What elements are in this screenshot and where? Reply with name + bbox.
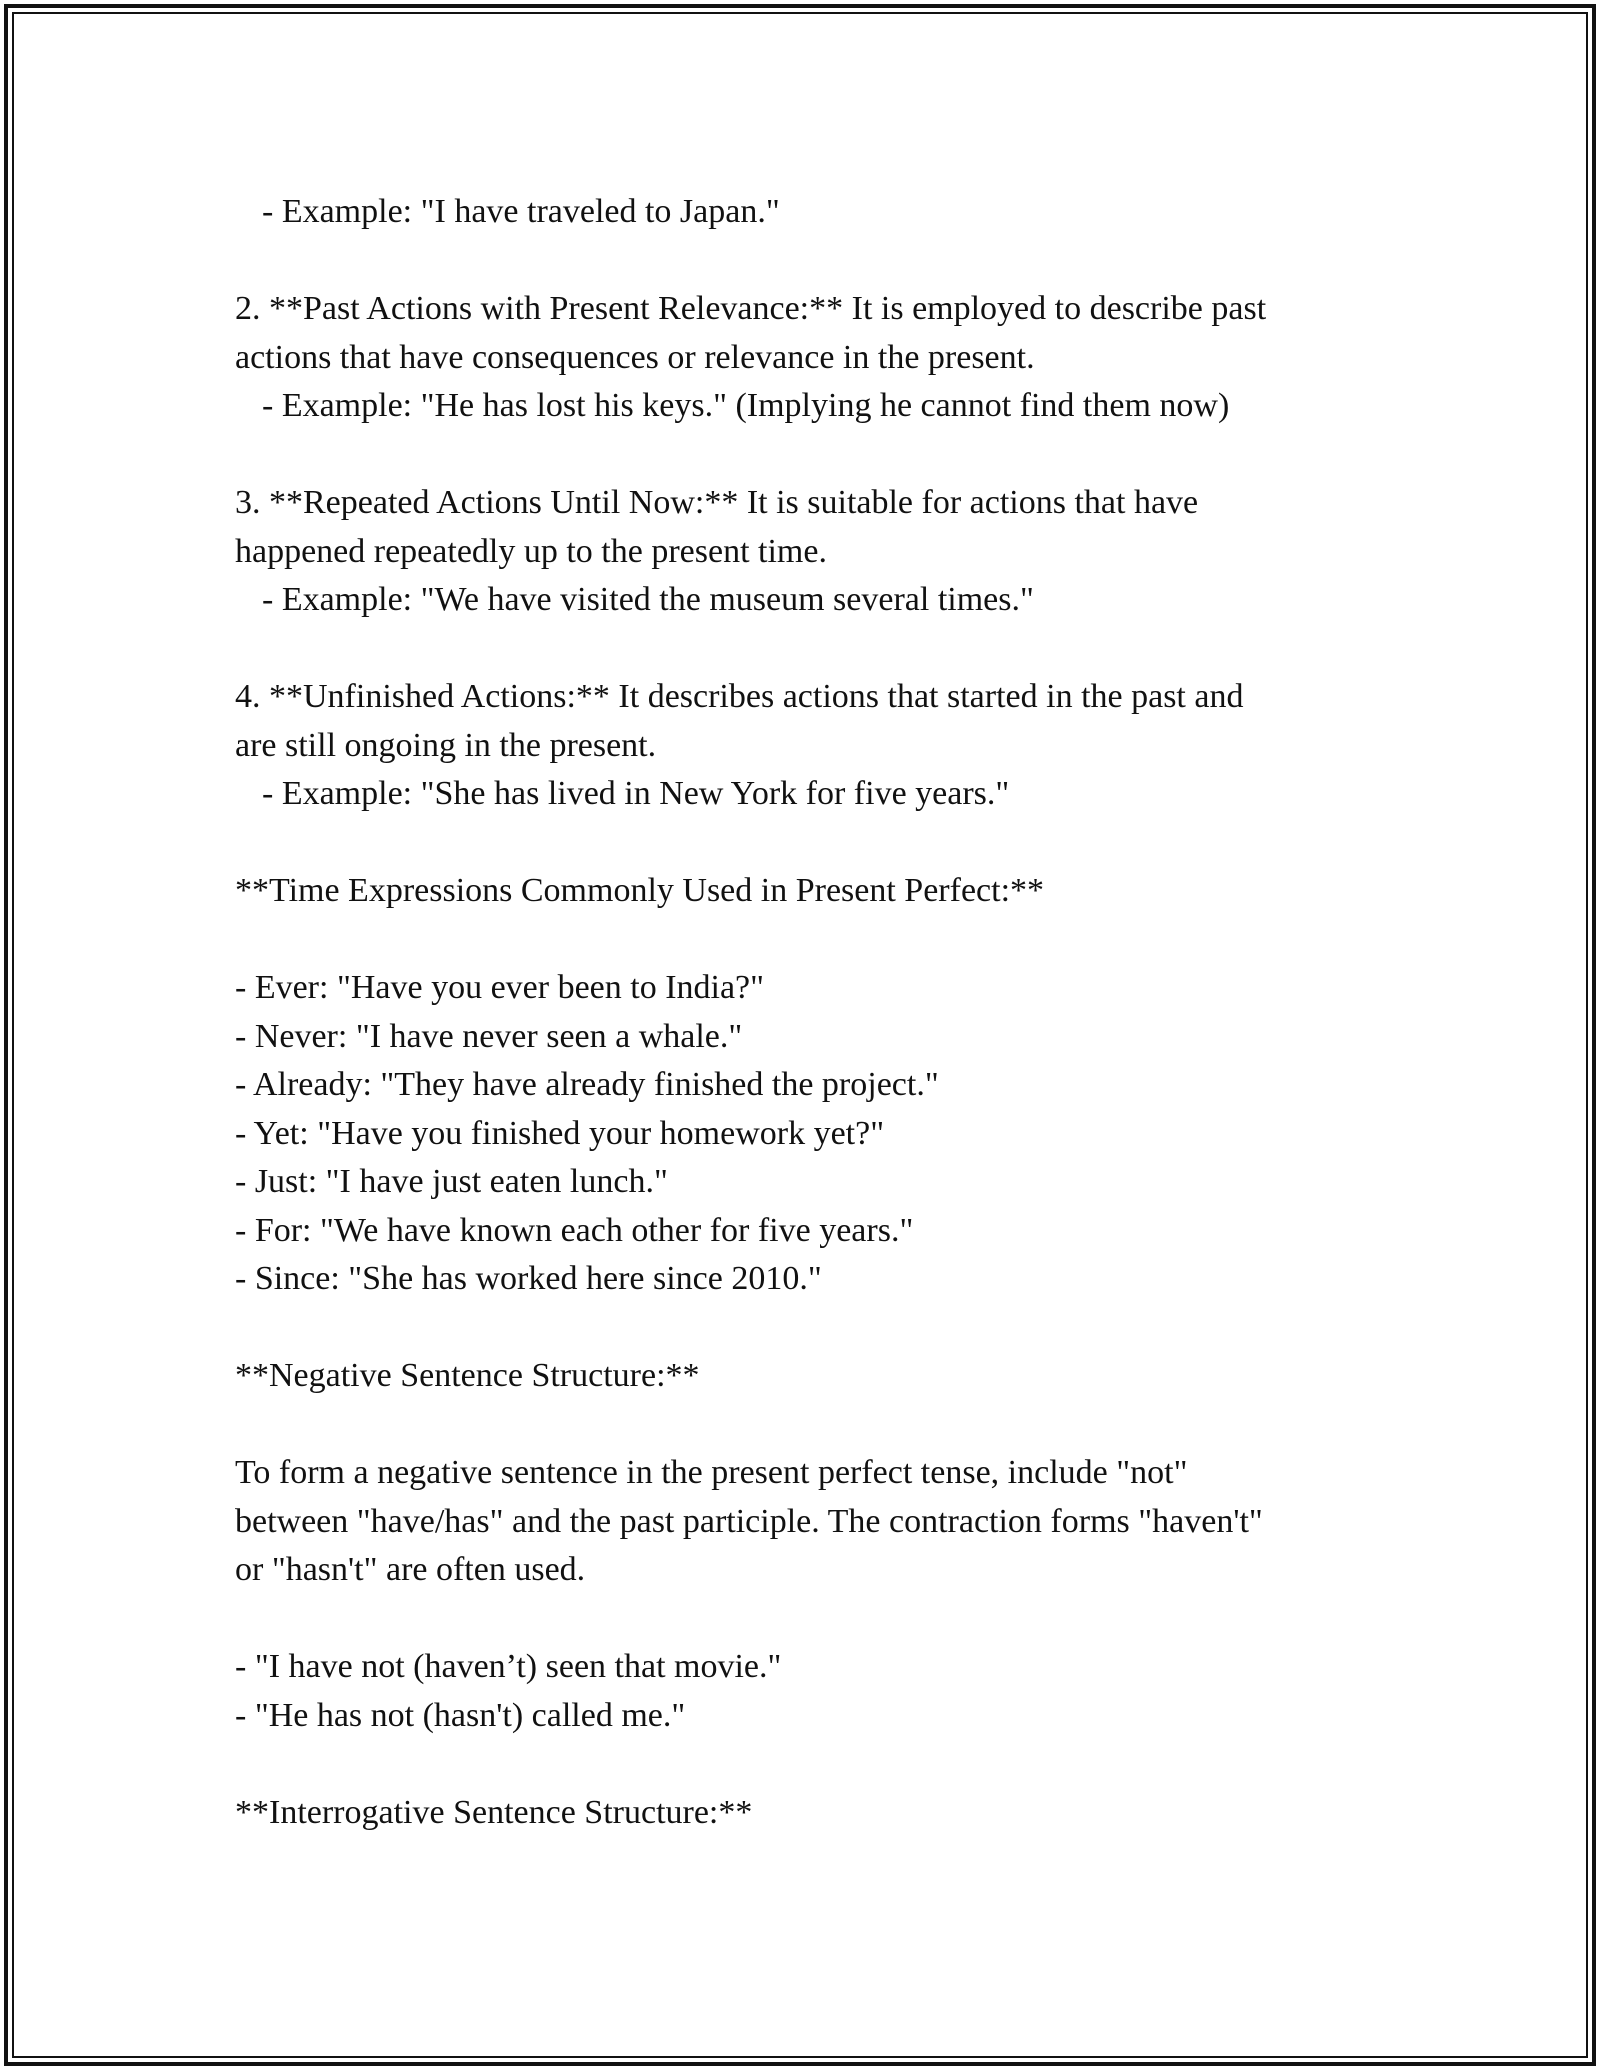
bullet-item: - Since: "She has worked here since 2010." bbox=[235, 1260, 822, 1297]
example-line: - Example: "We have visited the museum several times." bbox=[262, 581, 1034, 618]
blank-line bbox=[235, 1595, 1375, 1644]
list-item-text: actions that have consequences or relevance in the present. bbox=[235, 338, 1035, 376]
bullet-item: - "He has not (hasn't) called me." bbox=[235, 1696, 686, 1734]
list-item-text: are still ongoing in the present. bbox=[235, 726, 657, 764]
example-line: - Example: "He has lost his keys." (Implying he cannot find them now) bbox=[262, 387, 1230, 424]
bullet-item: - Already: "They have already finished the project." bbox=[235, 1066, 939, 1103]
blank-line bbox=[235, 237, 1375, 286]
section-heading: **Negative Sentence Structure:** bbox=[235, 1357, 700, 1394]
example-line: - Example: "I have traveled to Japan." bbox=[262, 193, 780, 230]
blank-line bbox=[235, 916, 1375, 965]
bullet-item: - Just: "I have just eaten lunch." bbox=[235, 1163, 668, 1200]
paragraph-line: To form a negative sentence in the present perfect tense, include "not" bbox=[235, 1454, 1188, 1491]
example-line: - Example: "She has lived in New York for five years." bbox=[262, 775, 1010, 812]
blank-line bbox=[235, 1740, 1375, 1789]
bullet-item: - "I have not (haven’t) seen that movie." bbox=[235, 1648, 782, 1685]
list-item-heading: 4. **Unfinished Actions:** It describes actions that started in the past and bbox=[235, 678, 1244, 715]
document-body bbox=[235, 188, 1375, 1837]
blank-line bbox=[235, 625, 1375, 674]
bullet-item: - Ever: "Have you ever been to India?" bbox=[235, 969, 765, 1006]
blank-line bbox=[235, 1304, 1375, 1353]
paragraph-line: or "hasn't" are often used. bbox=[235, 1551, 586, 1588]
blank-line bbox=[235, 431, 1375, 480]
list-item-heading: 3. **Repeated Actions Until Now:** It is suitable for actions that have bbox=[235, 484, 1199, 521]
section-heading: **Interrogative Sentence Structure:** bbox=[235, 1793, 753, 1831]
bullet-item: - Never: "I have never seen a whale." bbox=[235, 1017, 743, 1055]
blank-line bbox=[235, 1401, 1375, 1450]
bullet-item: - For: "We have known each other for five years." bbox=[235, 1211, 914, 1249]
list-item-heading: 2. **Past Actions with Present Relevance:** It is employed to describe past bbox=[235, 290, 1267, 327]
blank-line bbox=[235, 819, 1375, 868]
bullet-item: - Yet: "Have you finished your homework yet?" bbox=[235, 1114, 885, 1152]
paragraph-line: between "have/has" and the past participle. The contraction forms "haven't" bbox=[235, 1502, 1263, 1540]
section-heading: **Time Expressions Commonly Used in Present Perfect:** bbox=[235, 872, 1045, 909]
list-item-text: happened repeatedly up to the present time. bbox=[235, 532, 827, 570]
